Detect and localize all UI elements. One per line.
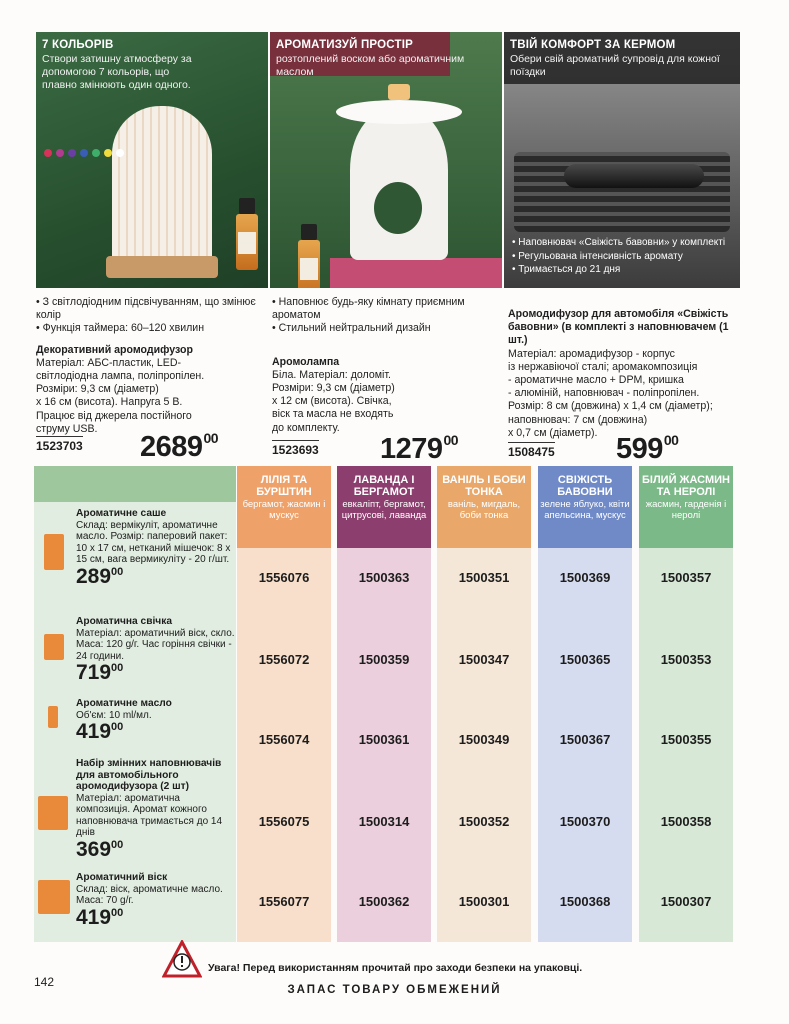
spec-line: х 12 см (висота). Свічка, <box>272 395 392 408</box>
scent-notes: ваніль, мигдаль, боби тонка <box>447 499 521 521</box>
spec-line: Розміри: 9,3 см (діаметр) <box>36 383 159 396</box>
product-price: $599^{00}$ <box>616 432 679 465</box>
article-code: 1500307 <box>660 894 712 909</box>
spec-line: Матеріал: аромадифузор - корпус <box>508 347 675 360</box>
product-3-info <box>508 308 744 440</box>
row-desc: Об'єм: 10 ml/мл. <box>76 709 152 721</box>
article-code: 1500368 <box>559 894 611 909</box>
article-code: 1500349 <box>458 732 510 747</box>
product-row-refills <box>76 758 236 861</box>
refill-set-icon <box>38 796 68 830</box>
lamp-bowl <box>336 100 462 124</box>
row-title: Ароматичне масло <box>76 698 172 709</box>
article-code: 1500361 <box>358 732 410 747</box>
spec-line: до комплекту. <box>272 421 340 434</box>
spec-line: Розмір: 8 см (довжина) х 1,4 см (діаметр); <box>508 400 713 413</box>
spec-line: Працює від джерела постійного <box>36 409 192 422</box>
row-title: Ароматичне саше <box>76 508 167 519</box>
bullet: • Наповнює будь-яку кімнату приємним ароматом <box>272 296 502 322</box>
article-code: 1500353 <box>660 652 712 667</box>
lamp-opening <box>374 182 422 234</box>
scent-header <box>337 466 431 548</box>
product-name: Аромолампа <box>272 355 340 368</box>
product-name: Аромодифузор для автомобіля «Свіжість бавовни» (в комплекті з наповнювачем (1 шт.) <box>508 308 729 347</box>
scent-header <box>437 466 531 548</box>
product-row-candle <box>76 616 236 684</box>
color-dot <box>116 149 124 157</box>
color-dot <box>68 149 76 157</box>
row-desc: Склад: віск, ароматичне масло. Маса: 70 g/г. <box>76 883 223 906</box>
article-code: 1500352 <box>458 814 510 829</box>
scent-column-lily-amber <box>237 466 331 942</box>
scent-title: ЛІЛІЯ ТА БУРШТИН <box>256 474 312 498</box>
article-code: 1500355 <box>660 732 712 747</box>
panel-bullets <box>512 236 725 277</box>
spec-line: Матеріал: АБС-пластик, LED- <box>36 356 182 369</box>
article-code: 1556075 <box>258 814 310 829</box>
photo-diffuser <box>36 32 268 288</box>
panel-title: АРОМАТИЗУЙ ПРОСТІР <box>276 39 413 51</box>
panel-title: ТВІЙ КОМФОРТ ЗА КЕРМОМ <box>510 39 676 51</box>
scent-column-lavender-bergamot <box>337 466 431 942</box>
wax-melt-icon <box>38 880 70 914</box>
color-dot <box>92 149 100 157</box>
color-dot <box>80 149 88 157</box>
panel-subtitle: Обери свій ароматний супровід для кожної поїздки <box>510 53 720 78</box>
warning-icon <box>162 940 202 978</box>
lamp-stand <box>330 258 502 288</box>
article-code: 1500365 <box>559 652 611 667</box>
scent-title: БІЛИЙ ЖАСМИН ТА НЕРОЛІ <box>642 474 730 498</box>
wax-image <box>388 84 410 100</box>
oil-bottle-icon <box>48 706 58 728</box>
warning-text: Увага! Перед використанням прочитай про заходи безпеки на упаковці. <box>208 962 583 974</box>
spec-line: світлодіодна лампа, поліпропілен. <box>36 370 205 383</box>
row-desc: Склад: вермікуліт, ароматичне масло. Розмір: паперовий пакет: 10 х 17 см, нетканий мішечок: 8 х 15 см, вага вермикуліту - 20 г/шт. <box>76 519 231 565</box>
scent-column-white-jasmine-neroli <box>639 466 733 942</box>
spec-line: наповнювач: 7 см (довжина) <box>508 413 648 426</box>
row-price: $289^{00}$ <box>76 564 124 588</box>
product-name: Декоративний аромодифузор <box>36 343 193 356</box>
row-price: $719^{00}$ <box>76 661 124 684</box>
product-price: 1279$^{00}$ <box>380 432 459 465</box>
panel-subtitle: Створи затишну атмосферу за допомогою 7 кольорів, що плавно змінюють один одного. <box>42 53 192 91</box>
photo-aroma-lamp <box>270 32 502 288</box>
car-diffuser-image <box>564 164 704 188</box>
article-code: 1500362 <box>358 894 410 909</box>
scent-title: ВАНІЛЬ І БОБИ ТОНКА <box>442 474 526 498</box>
article-code: 1556077 <box>258 894 310 909</box>
color-dot <box>44 149 52 157</box>
scent-title: СВІЖІСТЬ БАВОВНИ <box>557 474 613 498</box>
article-code: 1500369 <box>559 570 611 585</box>
scent-header <box>237 466 331 548</box>
scent-notes: жасмин, гарденія і неролі <box>645 499 727 521</box>
candle-icon <box>44 634 64 660</box>
article-code: 1500314 <box>358 814 410 829</box>
article-code: 1500359 <box>358 652 410 667</box>
sachet-icon <box>44 534 64 570</box>
product-row-sachet <box>76 508 236 588</box>
page-number: 142 <box>34 975 55 989</box>
bullet: • Стильний нейтральний дизайн <box>272 322 502 335</box>
spec-line: х 0,7 см (діаметр). <box>508 426 598 439</box>
row-title: Ароматичний віск <box>76 872 168 883</box>
oil-bottle-image <box>298 240 320 288</box>
bullet: • Тримається до 21 дня <box>512 263 725 277</box>
article-code: 1500367 <box>559 732 611 747</box>
product-code: 1523703 <box>36 436 83 453</box>
color-dot <box>104 149 112 157</box>
spec-line: - алюміній, наповнювач - поліпропілен. <box>508 387 700 400</box>
limited-stock-note: ЗАПАС ТОВАРУ ОБМЕЖЕНИЙ <box>287 984 502 996</box>
spec-line: Розміри: 9,3 см (діаметр) <box>272 382 395 395</box>
article-code: 1556072 <box>258 652 310 667</box>
panel-subtitle: розтоплений воском або ароматичним маслом <box>276 53 465 78</box>
scent-notes: евкаліпт, бергамот, цитрусові, лаванда <box>341 499 427 521</box>
product-code: 1523693 <box>272 440 319 457</box>
article-code: 1556076 <box>258 570 310 585</box>
diffuser-base <box>106 256 218 278</box>
scent-column-vanilla-tonka <box>437 466 531 942</box>
panel-title: 7 КОЛЬОРІВ <box>42 39 114 51</box>
product-code: 1508475 <box>508 442 555 459</box>
scent-header <box>538 466 632 548</box>
spec-line: віск та масла не входять <box>272 408 394 421</box>
row-price: $369^{00}$ <box>76 837 124 861</box>
product-2-info <box>272 296 502 435</box>
spec-line: х 16 см (висота). Напруга 5 В. <box>36 396 183 409</box>
article-code: 1500370 <box>559 814 611 829</box>
scent-notes: зелене яблуко, квіти апельсина, мускус <box>540 499 630 521</box>
spec-line: із нержавіючої сталі; аромакомпозиція <box>508 360 698 373</box>
row-desc: Матеріал: ароматичний віск, скло. Маса: 120 g/г. Час горіння свічки - 24 години. <box>76 627 235 662</box>
article-code: 1500347 <box>458 652 510 667</box>
row-price: $419^{00}$ <box>76 720 124 743</box>
product-price: 2689$^{00}$ <box>140 430 219 463</box>
scent-column-fresh-cotton <box>538 466 632 942</box>
color-dots <box>44 149 124 157</box>
article-code: 1500301 <box>458 894 510 909</box>
row-desc: Матеріал: ароматична композиція. Аромат кожного наповнювача тримається до 14 днів <box>76 792 223 838</box>
scent-header <box>639 466 733 548</box>
product-row-wax <box>76 872 236 929</box>
article-code: 1500351 <box>458 570 510 585</box>
color-dot <box>56 149 64 157</box>
spec-line: Біла. Матеріал: доломіт. <box>272 368 391 381</box>
product-1-info <box>36 296 266 436</box>
article-code: 1500357 <box>660 570 712 585</box>
diffuser-image <box>112 106 212 266</box>
article-code: 1500363 <box>358 570 410 585</box>
spec-line: - ароматичне масло + DPM, кришка <box>508 374 684 387</box>
product-list-header <box>34 466 236 502</box>
safety-warning <box>162 940 622 982</box>
product-row-oil <box>76 698 236 743</box>
bullet: • Функція таймера: 60–120 хвилин <box>36 322 266 335</box>
row-price: $419^{00}$ <box>76 905 124 929</box>
article-code: 1556074 <box>258 732 310 747</box>
scent-title: ЛАВАНДА І БЕРГАМОТ <box>353 474 415 498</box>
bullet: • З світлодіодним підсвічуванням, що змінює колір <box>36 296 266 322</box>
row-title: Набір змінних наповнювачів для автомобільного аромодифузора (2 шт) <box>76 758 222 792</box>
article-code: 1500358 <box>660 814 712 829</box>
bullet: • Наповнювач «Свіжість бавовни» у комплекті <box>512 236 725 250</box>
spec-line: струму USB. <box>36 422 98 435</box>
row-title: Ароматична свічка <box>76 616 172 627</box>
oil-bottle-image <box>236 214 258 270</box>
bullet: • Регульована інтенсивність аромату <box>512 250 725 264</box>
scent-notes: бергамот, жасмин і мускус <box>242 499 326 521</box>
photo-car-diffuser <box>504 32 740 288</box>
